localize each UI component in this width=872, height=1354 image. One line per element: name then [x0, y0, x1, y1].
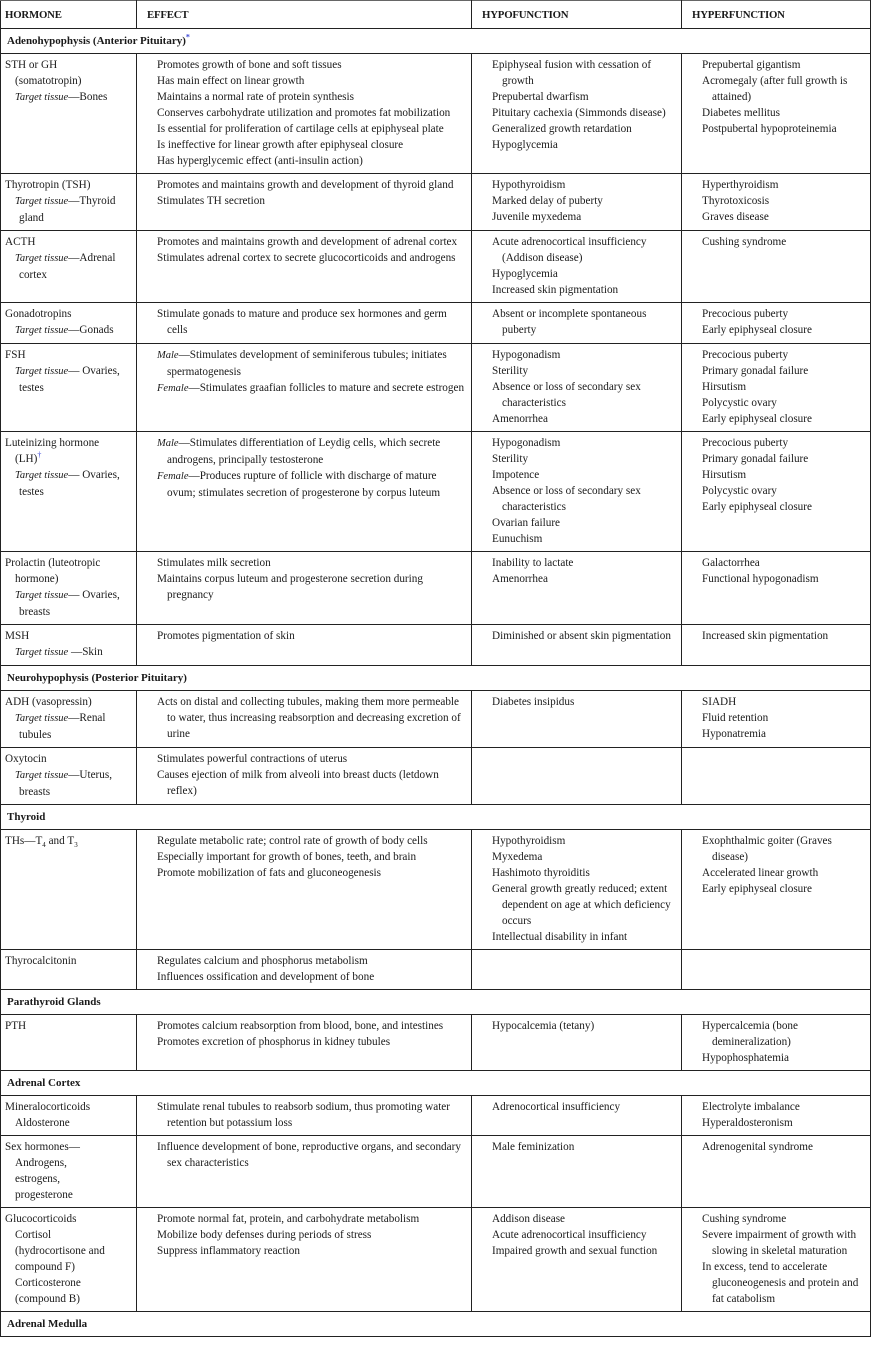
hypofunction-cell	[472, 625, 682, 666]
hormone-subtype: (hydrocortisone and	[15, 1245, 105, 1257]
hormone-name: Sex hormones—	[5, 1141, 80, 1153]
target-value: —Renal tubules	[19, 712, 106, 741]
hormone-subtype: Corticosterone	[15, 1277, 81, 1289]
hyperfunction-item: Electrolyte imbalance	[702, 1101, 800, 1113]
effect-cell	[137, 432, 472, 552]
hyperfunction-item: Hyponatremia	[702, 728, 766, 740]
table-row	[1, 1096, 871, 1136]
section-title-cell	[1, 990, 871, 1015]
ths-mid: and T	[45, 835, 75, 847]
target-label: Target tissue	[15, 770, 69, 781]
hypofunction-cell	[472, 950, 682, 990]
effect-cell	[137, 950, 472, 990]
target-value: — Ovaries, breasts	[19, 589, 120, 618]
hormone-cell	[1, 1208, 137, 1312]
table-row	[1, 54, 871, 174]
hyperfunction-item: Fluid retention	[702, 712, 769, 724]
hyperfunction-item: Prepubertal gigantism	[702, 59, 801, 71]
target-label: Target tissue	[15, 470, 69, 481]
effect-item: Stimulates adrenal cortex to secrete glucocorticoids and androgens	[157, 252, 456, 264]
hyperfunction-item: Primary gonadal failure	[702, 453, 809, 465]
section-row	[1, 29, 871, 54]
hyperfunction-item: Cushing syndrome	[702, 1213, 787, 1225]
hypofunction-item: Absence or loss of secondary sex characteristics	[492, 381, 641, 409]
hyperfunction-cell	[682, 625, 871, 666]
hyperfunction-item: Severe impairment of growth with slowing in skeletal maturation	[702, 1229, 857, 1257]
target-value: —Uterus, breasts	[19, 769, 113, 798]
effect-cell	[137, 830, 472, 950]
sex-label: Male	[157, 438, 179, 449]
hypofunction-item: Pituitary cachexia (Simmonds disease)	[492, 107, 666, 119]
ths-sub-4: 4	[42, 841, 46, 850]
hormone-subtype: (compound B)	[15, 1293, 80, 1305]
hormone-subtype: Aldosterone	[15, 1117, 70, 1129]
table-row	[1, 432, 871, 552]
effect-item: Stimulate renal tubules to reabsorb sodium, thus promoting water retention but potassium loss	[157, 1101, 450, 1129]
hypofunction-item: Inability to lactate	[492, 557, 574, 569]
header-effect: EFFECT	[137, 1, 472, 29]
hyperfunction-cell	[682, 344, 871, 432]
table-row	[1, 1136, 871, 1208]
hyperfunction-item: Cushing syndrome	[702, 236, 787, 248]
hypofunction-item: General growth greatly reduced; extent dependent on age at which deficiency occurs	[492, 883, 671, 927]
target-value: —Gonads	[68, 324, 114, 336]
hormone-subtype: progesterone	[15, 1189, 73, 1201]
hormone-name: Glucocorticoids	[5, 1213, 77, 1225]
hyperfunction-cell	[682, 54, 871, 174]
hormone-subtype: Cortisol	[15, 1229, 52, 1241]
hyperfunction-cell	[682, 748, 871, 805]
hormone-name: Mineralocorticoids	[5, 1101, 91, 1113]
hormone-name: PTH	[5, 1020, 27, 1032]
section-title: Adrenal Medulla	[7, 1318, 88, 1330]
hyperfunction-item: Early epiphyseal closure	[702, 413, 812, 425]
effect-item: Suppress inflammatory reaction	[157, 1245, 300, 1257]
effect-cell	[137, 1096, 472, 1136]
hormone-name: MSH	[5, 630, 30, 642]
effect-item: Acts on distal and collecting tubules, making them more permeable to water, thus increasing reabsorption and decreasing excretion of urine	[157, 696, 461, 740]
hypofunction-cell	[472, 54, 682, 174]
hypofunction-item: Increased skin pigmentation	[492, 284, 619, 296]
hormone-cell	[1, 54, 137, 174]
effect-item: Promotes and maintains growth and development of adrenal cortex	[157, 236, 458, 248]
hormone-subtype: estrogens,	[15, 1173, 61, 1185]
target-value: — Ovaries, testes	[19, 469, 120, 498]
hyperfunction-cell	[682, 950, 871, 990]
effect-item	[157, 468, 467, 501]
hyperfunction-item: Diabetes mellitus	[702, 107, 780, 119]
hormone-name: Prolactin (luteotropic	[5, 557, 101, 569]
hormone-subtype: Androgens,	[15, 1157, 67, 1169]
effect-text: —Stimulates differentiation of Leydig cells, which secrete androgens, principally testosterone	[167, 437, 441, 466]
sex-label: Female	[157, 383, 189, 394]
hyperfunction-item: Hyperthyroidism	[702, 179, 779, 191]
hypofunction-item: Hypoglycemia	[492, 139, 558, 151]
hyperfunction-item: Early epiphyseal closure	[702, 501, 812, 513]
hypofunction-cell	[472, 303, 682, 344]
hypofunction-item: Prepubertal dwarfism	[492, 91, 589, 103]
hyperfunction-cell	[682, 1015, 871, 1071]
table-row	[1, 830, 871, 950]
hypofunction-item: Absent or incomplete spontaneous puberty	[492, 308, 647, 336]
hypofunction-cell	[472, 231, 682, 303]
footnote-dagger: †	[37, 450, 42, 460]
hyperfunction-item: Early epiphyseal closure	[702, 883, 812, 895]
effect-cell	[137, 1208, 472, 1312]
hyperfunction-cell	[682, 1136, 871, 1208]
effect-item: Promote normal fat, protein, and carbohydrate metabolism	[157, 1213, 420, 1225]
hyperfunction-item: Hyperaldosteronism	[702, 1117, 793, 1129]
ths-prefix: THs—T	[5, 835, 43, 847]
hormone-cell	[1, 691, 137, 748]
hypofunction-cell	[472, 1136, 682, 1208]
hypofunction-item: Absence or loss of secondary sex characteristics	[492, 485, 641, 513]
section-title-cell	[1, 1312, 871, 1337]
hyperfunction-item: Hypercalcemia (bone demineralization)	[702, 1020, 798, 1048]
effect-item: Stimulates milk secretion	[157, 557, 271, 569]
hormone-cell	[1, 950, 137, 990]
effect-item: Has main effect on linear growth	[157, 75, 305, 87]
footnote-asterisk: *	[185, 32, 190, 42]
effect-cell	[137, 344, 472, 432]
effect-item: Promotes and maintains growth and development of thyroid gland	[157, 179, 454, 191]
hormone-name: hormone)	[15, 573, 59, 585]
hormone-name-line	[5, 451, 132, 467]
hormone-cell	[1, 231, 137, 303]
hormone-cell	[1, 625, 137, 666]
effect-cell	[137, 625, 472, 666]
target-label: Target tissue	[15, 647, 69, 658]
hormone-name: ADH (vasopressin)	[5, 696, 92, 708]
hyperfunction-item: In excess, tend to accelerate gluconeogenesis and protein and fat catabolism	[702, 1261, 859, 1305]
hypofunction-item: Hypoglycemia	[492, 268, 558, 280]
target-label: Target tissue	[15, 325, 69, 336]
hypofunction-item: Generalized growth retardation	[492, 123, 632, 135]
hormone-name: Thyrotropin (TSH)	[5, 179, 91, 191]
section-title-cell	[1, 1071, 871, 1096]
table-row	[1, 303, 871, 344]
hyperfunction-item: Galactorrhea	[702, 557, 760, 569]
target-tissue	[5, 587, 132, 620]
effect-item: Promotes excretion of phosphorus in kidney tubules	[157, 1036, 391, 1048]
target-tissue	[5, 644, 132, 661]
effect-cell	[137, 174, 472, 231]
effect-item: Promotes pigmentation of skin	[157, 630, 295, 642]
header-hyperfunction: HYPERFUNCTION	[682, 1, 871, 29]
hyperfunction-cell	[682, 830, 871, 950]
hormone-cell	[1, 344, 137, 432]
target-label: Target tissue	[15, 713, 69, 724]
hypofunction-item: Hypocalcemia (tetany)	[492, 1020, 595, 1032]
hyperfunction-item: Hypophosphatemia	[702, 1052, 789, 1064]
effect-item: Influence development of bone, reproductive organs, and secondary sex characteristics	[157, 1141, 461, 1169]
hypofunction-item: Juvenile myxedema	[492, 211, 582, 223]
hypofunction-item: Acute adrenocortical insufficiency	[492, 1229, 647, 1241]
section-row	[1, 1071, 871, 1096]
ths-sub-3: 3	[74, 841, 78, 850]
hypofunction-cell	[472, 1208, 682, 1312]
hyperfunction-item: Precocious puberty	[702, 349, 789, 361]
effect-item: Stimulates TH secretion	[157, 195, 265, 207]
hormone-cell	[1, 432, 137, 552]
hyperfunction-cell	[682, 1096, 871, 1136]
table-row	[1, 1208, 871, 1312]
target-tissue	[5, 710, 132, 743]
hyperfunction-cell	[682, 552, 871, 625]
target-value: — Ovaries, testes	[19, 365, 120, 394]
effect-item: Regulates calcium and phosphorus metabolism	[157, 955, 368, 967]
table-row	[1, 174, 871, 231]
target-tissue	[5, 767, 132, 800]
table-row	[1, 344, 871, 432]
hypofunction-cell	[472, 174, 682, 231]
header-row	[1, 1, 871, 29]
effect-item: Influences ossification and development of bone	[157, 971, 375, 983]
hyperfunction-item: Acromegaly (after full growth is attained)	[702, 75, 848, 103]
hyperfunction-item: Precocious puberty	[702, 437, 789, 449]
effect-cell	[137, 54, 472, 174]
hypofunction-cell	[472, 1015, 682, 1071]
hormone-cell	[1, 830, 137, 950]
hypofunction-item: Hypothyroidism	[492, 179, 566, 191]
hyperfunction-cell	[682, 303, 871, 344]
hormone-name: FSH	[5, 349, 26, 361]
hypofunction-item: Myxedema	[492, 851, 543, 863]
hyperfunction-cell	[682, 174, 871, 231]
target-label: Target tissue	[15, 253, 69, 264]
hypofunction-cell	[472, 432, 682, 552]
effect-item: Stimulate gonads to mature and produce sex hormones and germ cells	[157, 308, 447, 336]
table-row	[1, 231, 871, 303]
effect-item: Has hyperglycemic effect (anti-insulin action)	[157, 155, 363, 167]
hypofunction-cell	[472, 830, 682, 950]
hormone-cell	[1, 552, 137, 625]
hyperfunction-item: Early epiphyseal closure	[702, 324, 812, 336]
effect-item	[157, 435, 467, 468]
hypofunction-item: Epiphyseal fusion with cessation of growth	[492, 59, 652, 87]
effect-cell	[137, 1015, 472, 1071]
hyperfunction-item: Hirsutism	[702, 469, 747, 481]
effect-item: Promotes growth of bone and soft tissues	[157, 59, 342, 71]
effect-item: Maintains a normal rate of protein synthesis	[157, 91, 354, 103]
effect-text: —Stimulates development of seminiferous tubules; initiates spermatogenesis	[167, 349, 447, 378]
section-title: Neurohypophysis (Posterior Pituitary)	[7, 672, 187, 684]
hypofunction-item: Sterility	[492, 365, 529, 377]
effect-item: Stimulates powerful contractions of uterus	[157, 753, 348, 765]
effect-item: Maintains corpus luteum and progesterone secretion during pregnancy	[157, 573, 423, 601]
effect-item: Mobilize body defenses during periods of stress	[157, 1229, 372, 1241]
section-title: Adenohypophysis (Anterior Pituitary)	[7, 35, 186, 47]
hyperfunction-cell	[682, 231, 871, 303]
hypofunction-item: Addison disease	[492, 1213, 566, 1225]
effect-cell	[137, 231, 472, 303]
effect-item: Is ineffective for linear growth after epiphyseal closure	[157, 139, 404, 151]
hypofunction-item: Sterility	[492, 453, 529, 465]
hormone-name	[5, 833, 132, 849]
effect-text: —Stimulates graafian follicles to mature and secrete estrogen	[188, 382, 465, 394]
hypofunction-cell	[472, 1096, 682, 1136]
hypofunction-cell	[472, 552, 682, 625]
hypofunction-item: Diminished or absent skin pigmentation	[492, 630, 671, 642]
hypofunction-item: Marked delay of puberty	[492, 195, 603, 207]
hypofunction-item: Hypogonadism	[492, 349, 561, 361]
hypofunction-item: Adrenocortical insufficiency	[492, 1101, 621, 1113]
hormone-name: Thyrocalcitonin	[5, 955, 77, 967]
hyperfunction-item: Accelerated linear growth	[702, 867, 819, 879]
target-tissue	[5, 250, 132, 283]
hyperfunction-item: Functional hypogonadism	[702, 573, 819, 585]
effect-item: Promote mobilization of fats and gluconeogenesis	[157, 867, 382, 879]
hyperfunction-cell	[682, 691, 871, 748]
target-tissue	[5, 89, 132, 106]
section-title-cell	[1, 666, 871, 691]
effect-item	[157, 380, 467, 397]
target-tissue	[5, 193, 132, 226]
hormone-cell	[1, 174, 137, 231]
hormone-cell	[1, 1015, 137, 1071]
section-row	[1, 1312, 871, 1337]
hormone-name: Gonadotropins	[5, 308, 72, 320]
effect-item: Causes ejection of milk from alveoli into breast ducts (letdown reflex)	[157, 769, 439, 797]
section-title: Thyroid	[7, 811, 46, 823]
target-value: —Skin	[68, 646, 103, 658]
hyperfunction-item: SIADH	[702, 696, 737, 708]
target-label: Target tissue	[15, 196, 69, 207]
effect-item: Conserves carbohydrate utilization and promotes fat mobilization	[157, 107, 451, 119]
hypofunction-item: Hashimoto thyroiditis	[492, 867, 590, 879]
section-title: Parathyroid Glands	[7, 996, 101, 1008]
hypofunction-item: Hypogonadism	[492, 437, 561, 449]
hyperfunction-item: Adrenogenital syndrome	[702, 1141, 813, 1153]
hypofunction-item: Hypothyroidism	[492, 835, 566, 847]
hypofunction-item: Diabetes insipidus	[492, 696, 575, 708]
hypofunction-item: Impotence	[492, 469, 540, 481]
table-row	[1, 950, 871, 990]
hormone-cell	[1, 303, 137, 344]
effect-cell	[137, 303, 472, 344]
sex-label: Male	[157, 350, 179, 361]
hypofunction-item: Eunuchism	[492, 533, 543, 545]
hyperfunction-item: Hirsutism	[702, 381, 747, 393]
target-tissue	[5, 467, 132, 500]
effect-item: Regulate metabolic rate; control rate of growth of body cells	[157, 835, 428, 847]
header-hypofunction: HYPOFUNCTION	[472, 1, 682, 29]
target-label: Target tissue	[15, 590, 69, 601]
table-row	[1, 748, 871, 805]
hypofunction-item: Male feminization	[492, 1141, 575, 1153]
hypofunction-cell	[472, 344, 682, 432]
table-row	[1, 1015, 871, 1071]
table-body	[1, 29, 871, 1337]
hypofunction-item: Ovarian failure	[492, 517, 561, 529]
effect-cell	[137, 691, 472, 748]
hyperfunction-item: Primary gonadal failure	[702, 365, 809, 377]
hormone-cell	[1, 748, 137, 805]
hypofunction-item: Acute adrenocortical insufficiency (Addison disease)	[492, 236, 647, 264]
hyperfunction-item: Precocious puberty	[702, 308, 789, 320]
sex-label: Female	[157, 471, 189, 482]
target-value: —Thyroid gland	[19, 195, 116, 224]
hyperfunction-item: Graves disease	[702, 211, 769, 223]
effect-cell	[137, 748, 472, 805]
section-title-cell	[1, 29, 871, 54]
effect-cell	[137, 552, 472, 625]
hypofunction-item: Amenorrhea	[492, 573, 548, 585]
hormone-name: Oxytocin	[5, 753, 47, 765]
hyperfunction-item: Postpubertal hypoproteinemia	[702, 123, 837, 135]
hormone-cell	[1, 1136, 137, 1208]
target-value: —Bones	[68, 91, 108, 103]
effect-item	[157, 347, 467, 380]
header-hormone: HORMONE	[1, 1, 137, 29]
target-tissue	[5, 363, 132, 396]
hyperfunction-cell	[682, 1208, 871, 1312]
hormone-name: (somatotropin)	[15, 75, 82, 87]
section-title-cell	[1, 805, 871, 830]
section-row	[1, 990, 871, 1015]
table-row	[1, 552, 871, 625]
hyperfunction-item: Polycystic ovary	[702, 485, 777, 497]
target-tissue	[5, 322, 132, 339]
effect-item: Especially important for growth of bones, teeth, and brain	[157, 851, 417, 863]
hypofunction-cell	[472, 748, 682, 805]
hypofunction-item: Intellectual disability in infant	[492, 931, 628, 943]
effect-cell	[137, 1136, 472, 1208]
hormone-name: (LH)	[15, 453, 38, 465]
hormone-name: STH or GH	[5, 59, 58, 71]
effect-item: Is essential for proliferation of cartilage cells at epiphyseal plate	[157, 123, 444, 135]
section-row	[1, 666, 871, 691]
target-label: Target tissue	[15, 366, 69, 377]
hyperfunction-item: Polycystic ovary	[702, 397, 777, 409]
hormone-name: ACTH	[5, 236, 36, 248]
hormone-cell	[1, 1096, 137, 1136]
hyperfunction-cell	[682, 432, 871, 552]
hypofunction-item: Amenorrhea	[492, 413, 548, 425]
target-label: Target tissue	[15, 92, 69, 103]
hyperfunction-item: Exophthalmic goiter (Graves disease)	[702, 835, 832, 863]
table-row	[1, 691, 871, 748]
hormone-name: Luteinizing hormone	[5, 437, 100, 449]
effect-text: —Produces rupture of follicle with discharge of mature ovum; stimulates secretion of progesterone by corpus luteum	[167, 470, 441, 499]
hyperfunction-item: Increased skin pigmentation	[702, 630, 829, 642]
hyperfunction-item: Thyrotoxicosis	[702, 195, 770, 207]
effect-item: Promotes calcium reabsorption from blood, bone, and intestines	[157, 1020, 444, 1032]
section-row	[1, 805, 871, 830]
hypofunction-item: Impaired growth and sexual function	[492, 1245, 658, 1257]
table-row	[1, 625, 871, 666]
section-title: Adrenal Cortex	[7, 1077, 81, 1089]
target-value: —Adrenal cortex	[19, 252, 116, 281]
hormone-subtype: compound F)	[15, 1261, 75, 1273]
hypofunction-cell	[472, 691, 682, 748]
